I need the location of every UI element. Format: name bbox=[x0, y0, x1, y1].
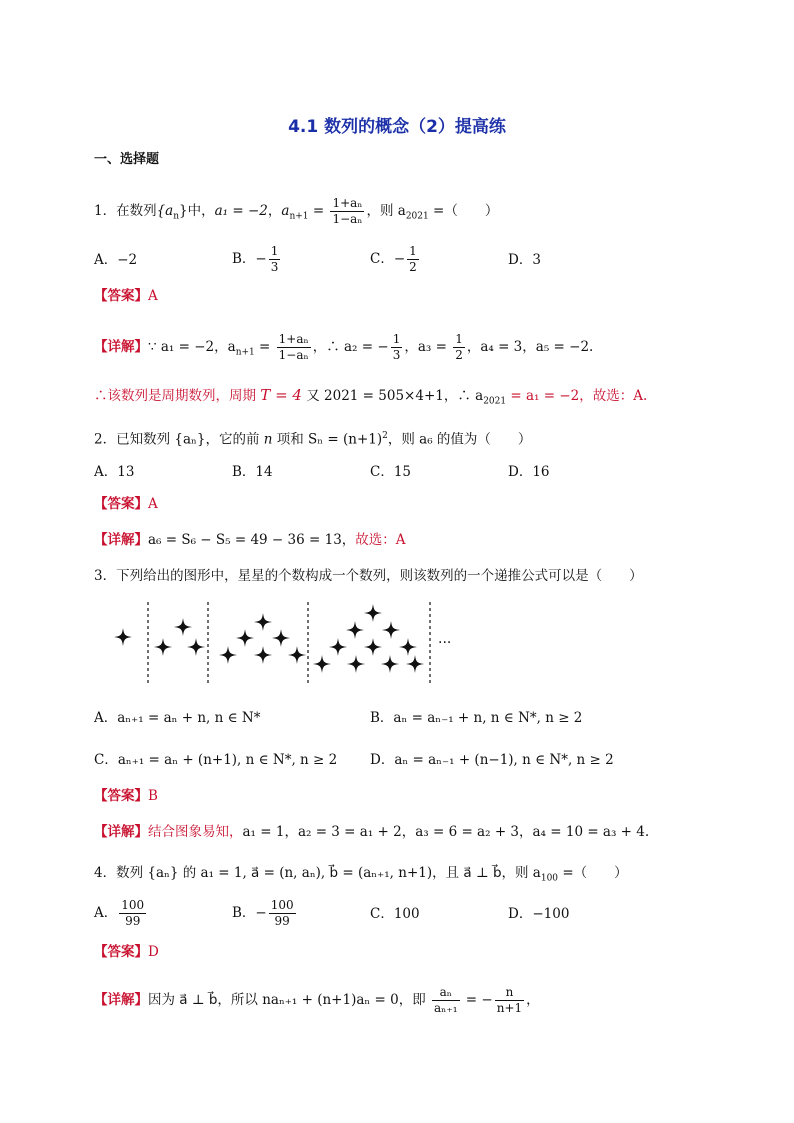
q1-frac-den: 1−aₙ bbox=[332, 212, 363, 226]
section-heading: 一、选择题 bbox=[94, 152, 160, 167]
q2-detail-a: a₆ = S₆ − S₅ = 49 − 36 = 13， bbox=[148, 532, 356, 548]
star-icon bbox=[114, 628, 132, 646]
answer-label: 【答案】 bbox=[94, 788, 148, 804]
q1-detail-line2 bbox=[94, 385, 647, 412]
q3-option-d: D．aₙ = aₙ₋₁ + (n−1), n ∈ N*, n ≥ 2 bbox=[370, 752, 614, 768]
q4-option-c: C．100 bbox=[370, 906, 420, 922]
q1-optb-num: 1 bbox=[270, 244, 279, 258]
q3-detail bbox=[94, 822, 649, 842]
q3-detail-a: 结合图象易知， bbox=[148, 824, 243, 840]
q2-detail-b: 故选：A bbox=[355, 532, 406, 548]
q1-answer-value: A bbox=[148, 288, 158, 304]
q2-stem-a: 2．已知数列 {aₙ}，它的前 bbox=[94, 431, 264, 448]
q1-stem-prefix: 1．在数列 bbox=[94, 203, 157, 219]
star-icon bbox=[288, 646, 306, 664]
detail-label: 【详解】 bbox=[94, 339, 148, 355]
q1-detail-frac-den: 1−aₙ bbox=[278, 348, 309, 362]
q1-ask: ，则 a bbox=[366, 203, 406, 219]
q3-stem: 3．下列给出的图形中，星星的个数构成一个数列，则该数列的一个递推公式可以是（ ） bbox=[94, 568, 643, 584]
q3-option-c: C．aₙ₊₁ = aₙ + (n+1), n ∈ N*, n ≥ 2 bbox=[94, 752, 338, 768]
q4-detail-frac1-num: aₙ bbox=[432, 985, 460, 1001]
q1-eq: = bbox=[308, 203, 329, 219]
star-icon bbox=[406, 655, 424, 673]
q2-stem-sup: 2 bbox=[382, 431, 388, 441]
q3-answer-value: B bbox=[148, 788, 158, 804]
q4-optb-den: 99 bbox=[274, 914, 290, 928]
q4-option-a bbox=[94, 898, 148, 929]
star-icon bbox=[364, 604, 382, 622]
q1-detail bbox=[94, 332, 593, 363]
q2-detail bbox=[94, 530, 406, 550]
star-icon bbox=[347, 655, 365, 673]
q4-optb-num: 100 bbox=[270, 898, 294, 912]
q1-seq-close: } bbox=[179, 203, 188, 219]
page-title: 4.1 数列的概念（2）提高练 bbox=[288, 117, 506, 137]
q1-detail-frac2-num: 1 bbox=[392, 332, 401, 346]
q4-opta-den: 99 bbox=[125, 914, 141, 928]
q1-cond1: a₁ = −2 bbox=[214, 203, 268, 219]
star-icon bbox=[174, 618, 192, 636]
figure-ellipsis: ··· bbox=[438, 635, 452, 651]
q1-detail-d: ，a₃ = bbox=[404, 339, 452, 355]
star-icon bbox=[254, 646, 272, 664]
q1-comma: ， bbox=[267, 203, 282, 219]
q1-detail-a: ∵ a₁ = −2，a bbox=[148, 339, 236, 355]
q2-stem-c: ，则 a₆ 的值为（ ） bbox=[387, 431, 532, 448]
q2-option-d: D．16 bbox=[508, 464, 550, 480]
q4-option-a-label: A． bbox=[94, 905, 118, 921]
q1-detail-c: ，∴ a₂ = − bbox=[312, 339, 389, 355]
q1-frac-num: 1+aₙ bbox=[332, 196, 363, 210]
q1-optb-den: 3 bbox=[270, 260, 279, 274]
star-icon bbox=[382, 621, 400, 639]
q1-stem-mid: 中， bbox=[187, 203, 215, 219]
answer-label: 【答案】 bbox=[94, 496, 148, 512]
detail-label: 【详解】 bbox=[94, 824, 148, 840]
q4-detail-frac2-num: n bbox=[495, 985, 524, 1001]
q1-detail-sub: n+1 bbox=[235, 347, 255, 358]
q1-detail2-T: T = 4 bbox=[260, 386, 302, 404]
q2-stem bbox=[94, 426, 531, 450]
q1-detail2-a: ∴该数列是周期数列，周期 bbox=[94, 388, 261, 404]
q2-answer bbox=[94, 494, 158, 514]
q2-option-c: C．15 bbox=[370, 464, 412, 480]
q3-detail-b: a₁ = 1，a₂ = 3 = a₁ + 2，a₃ = 6 = a₂ + 3，a₄ = 10 = a₃ + 4. bbox=[242, 824, 650, 840]
q1-option-c bbox=[370, 244, 421, 275]
star-icon bbox=[272, 629, 290, 647]
q4-detail-frac1-den: aₙ₊₁ bbox=[434, 1001, 458, 1015]
q1-option-b-label: B．− bbox=[232, 251, 267, 267]
detail-label: 【详解】 bbox=[94, 992, 148, 1008]
star-icon bbox=[364, 638, 382, 656]
detail-label: 【详解】 bbox=[94, 532, 148, 548]
q1-answer bbox=[94, 286, 158, 306]
q4-stem-b: =（ ） bbox=[558, 865, 628, 881]
q1-detail-frac3-den: 2 bbox=[455, 348, 463, 362]
q1-detail2-b: 又 2021 = 505×4+1，∴ a bbox=[301, 388, 484, 404]
q1-detail2-c: = a₁ = −2，故选：A. bbox=[506, 388, 648, 404]
star-icon bbox=[154, 638, 172, 656]
q4-stem-sub: 100 bbox=[540, 873, 559, 884]
star-icon bbox=[236, 629, 254, 647]
q4-option-b-label: B．− bbox=[232, 905, 267, 921]
q1-detail-frac-num: 1+aₙ bbox=[278, 332, 309, 346]
q1-option-d: D．3 bbox=[508, 252, 541, 268]
q4-opta-num: 100 bbox=[121, 898, 145, 912]
q4-detail-frac2-den: n+1 bbox=[496, 1001, 523, 1015]
q1-detail-e: ，a₄ = 3，a₅ = −2. bbox=[466, 339, 594, 355]
answer-label: 【答案】 bbox=[94, 288, 148, 304]
q2-stem-b: 项和 Sₙ = (n+1) bbox=[272, 431, 383, 448]
star-icon bbox=[329, 638, 347, 656]
star-icon bbox=[219, 646, 237, 664]
q1-ask-sub: 2021 bbox=[405, 211, 429, 222]
q1-seq: {a bbox=[156, 203, 174, 219]
q4-stem-a: 4．数列 {aₙ} 的 a₁ = 1, a⃗ = (n, aₙ), b⃗ = (aₙ₊₁, n+1)，且 a⃗ ⊥ b⃗，则 a bbox=[94, 865, 541, 881]
q4-answer-value: D bbox=[148, 944, 159, 960]
star-pattern-figure bbox=[110, 600, 470, 690]
q1-option-c-label: C．− bbox=[370, 251, 406, 267]
q4-detail bbox=[94, 985, 540, 1016]
q1-detail2-sub: 2021 bbox=[483, 396, 507, 407]
star-icon bbox=[399, 638, 417, 656]
q4-answer bbox=[94, 942, 159, 962]
q2-stem-n: n bbox=[263, 431, 273, 448]
q1-option-b bbox=[232, 244, 282, 275]
q4-detail-c: ， bbox=[526, 992, 540, 1008]
q1-stem: 1．在数列$\{a_n\}$中，a₁ = −2，$a_{n+1}$ = $\frac{\text{1+aₙ}}{\text{1−aₙ}}$ ，则 $a_{2021}$ =（ ） bbox=[94, 196, 499, 226]
star-icon bbox=[254, 613, 272, 631]
q2-answer-value: A bbox=[148, 496, 158, 512]
q4-option-b bbox=[232, 898, 298, 929]
q4-detail-b: = − bbox=[461, 992, 493, 1008]
q1-recurrence-fraction bbox=[330, 196, 364, 227]
q3-option-a: A．aₙ₊₁ = aₙ + n, n ∈ N* bbox=[94, 710, 261, 726]
q1-ask-tail: =（ ） bbox=[428, 203, 499, 219]
q1-cond2-lhs: a bbox=[281, 203, 290, 219]
q1-cond2-sub: n+1 bbox=[289, 211, 309, 222]
star-icon bbox=[381, 655, 399, 673]
q1-optc-num: 1 bbox=[409, 244, 417, 258]
q1-detail-frac2-den: 3 bbox=[392, 348, 401, 362]
answer-label: 【答案】 bbox=[94, 944, 148, 960]
q4-option-d: D．−100 bbox=[508, 906, 570, 922]
q2-option-a: A．13 bbox=[94, 464, 135, 480]
star-icon bbox=[313, 655, 331, 673]
q4-stem bbox=[94, 863, 628, 889]
star-icon bbox=[187, 638, 205, 656]
q4-detail-a: 因为 a⃗ ⊥ b⃗，所以 naₙ₊₁ + (n+1)aₙ = 0，即 bbox=[148, 992, 431, 1008]
q1-detail-frac3-num: 1 bbox=[455, 332, 463, 346]
star-icon bbox=[346, 621, 364, 639]
q2-option-b: B．14 bbox=[232, 464, 273, 480]
q3-option-b: B．aₙ = aₙ₋₁ + n, n ∈ N*, n ≥ 2 bbox=[370, 710, 583, 726]
q1-detail-b: = bbox=[254, 339, 275, 355]
q1-option-a: A．−2 bbox=[94, 252, 138, 268]
q1-optc-den: 2 bbox=[409, 260, 417, 274]
q3-answer bbox=[94, 786, 158, 806]
